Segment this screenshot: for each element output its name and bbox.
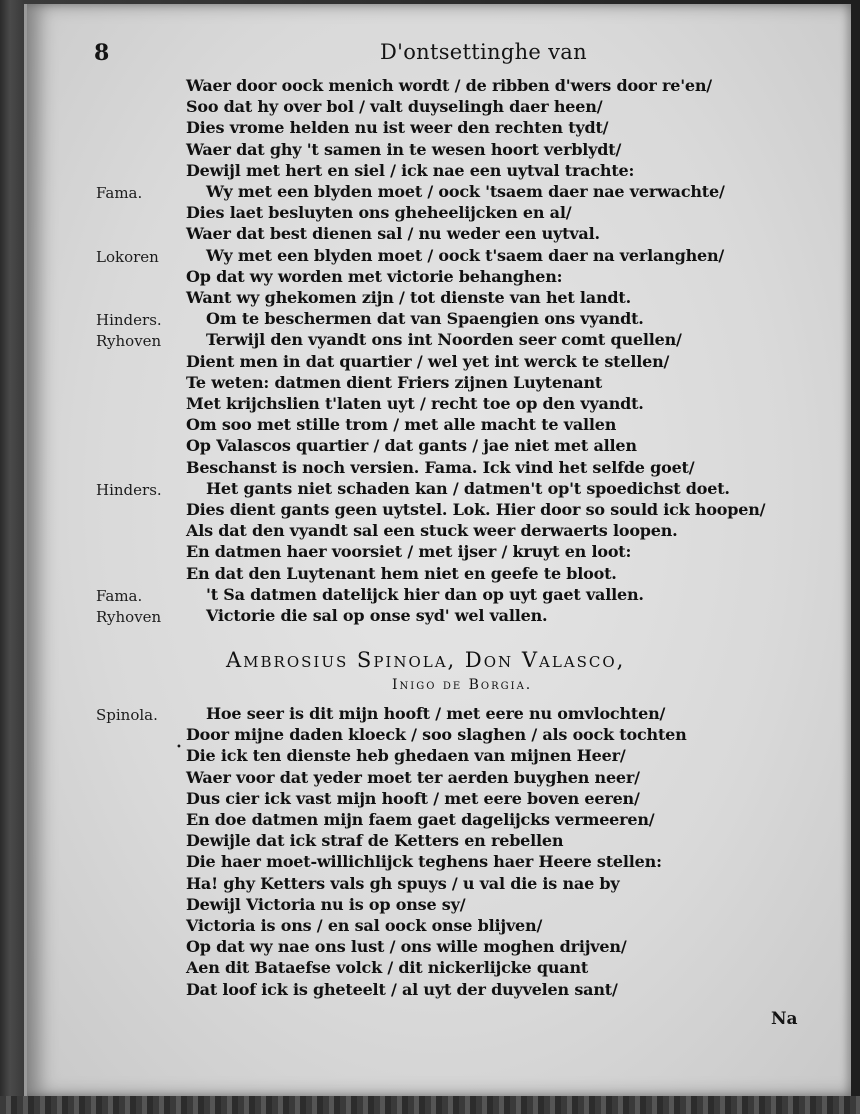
verse-line: Victorie die sal op onse syd' wel vallen. <box>206 606 548 625</box>
verse-line: Op dat wy nae ons lust / ons wille moghen drijven/ <box>186 937 627 957</box>
verse-line: Als dat den vyandt sal een stuck weer derwaerts loopen. <box>186 521 678 541</box>
verse-line: Dewijle dat ick straf de Ketters en rebellen <box>186 831 564 851</box>
verse-line: Want wy ghekomen zijn / tot dienste van het landt. <box>186 288 631 307</box>
verse-line: Dat loof ick is gheteelt / al uyt der duyvelen sant/ <box>186 979 618 999</box>
verse-line: Dus cier ick vast mijn hooft / met eere boven eeren/ <box>186 788 640 808</box>
speaker-label: Fama. <box>96 586 143 605</box>
verse-line: Door mijne daden kloeck / soo slaghen / als oock tochten <box>186 725 687 745</box>
verse-line: Met krijchslien t'laten uyt / recht toe op den vyandt. <box>186 394 644 413</box>
verse-line: Wy met een blyden moet / oock t'saem daer na verlanghen/ <box>206 245 725 265</box>
running-title: D'ontsettinghe van <box>380 40 587 64</box>
verse-line: Terwijl den vyandt ons int Noorden seer comt quellen/ <box>206 330 682 350</box>
verse-line: Die haer moet-willichlijck teghens haer Heere stellen: <box>186 852 662 872</box>
verse-line: Ha! ghy Ketters vals gh spuys / u val die is nae by <box>186 873 620 893</box>
verse-line: Waer dat best dienen sal / nu weder een uytval. <box>186 224 600 244</box>
verse-line: Om te beschermen dat van Spaengien ons vyandt. <box>206 309 644 329</box>
verse-line: Waer voor dat yeder moet ter aerden buyghen neer/ <box>186 767 640 787</box>
verse-line: Dewijl met hert en siel / ick nae een uytval trachte: <box>186 160 635 180</box>
verse-line: Waer dat ghy 't samen in te wesen hoort verblydt/ <box>186 139 622 159</box>
bullet-mark: • <box>176 742 182 753</box>
page-number: 8 <box>94 40 110 66</box>
speaker-label: Ryhoven <box>96 608 162 626</box>
verse-line: Wy met een blyden moet / oock 'tsaem daer nae verwachte/ <box>206 182 725 201</box>
verse-line: Waer door oock menich wordt / de ribben d'wers door re'en/ <box>186 76 712 95</box>
speaker-label: Fama. <box>96 184 143 202</box>
catchword: Na <box>771 1009 798 1029</box>
verse-line: Hoe seer is dit mijn hooft / met eere nu omvlochten/ <box>206 704 666 723</box>
verse-line: Dient men in dat quartier / wel yet int werck te stellen/ <box>186 351 670 371</box>
verse-line: Om soo met stille trom / met alle macht te vallen <box>186 415 617 435</box>
verse-line: Aen dit Bataefse volck / dit nickerlijcke quant <box>186 958 589 978</box>
verse-line: En dat den Luytenant hem niet en geefe te bloot. <box>186 563 617 583</box>
verse-line: En doe datmen mijn faem gaet dagelijcks vermeeren/ <box>186 810 655 829</box>
speaker-label: Lokoren <box>96 247 159 266</box>
verse-line: Dies laet besluyten ons gheheelijcken en al/ <box>186 203 572 223</box>
act-heading-sub: Inigo de Borgia. <box>392 677 533 693</box>
verse-line: Dewijl Victoria nu is op onse sy/ <box>186 894 466 914</box>
speaker-label: Ryhoven <box>96 332 162 351</box>
verse-line: Dies vrome helden nu ist weer den rechten tydt/ <box>186 118 609 138</box>
speaker-label: Spinola. <box>96 706 158 724</box>
verse-line: Te weten: datmen dient Friers zijnen Luytenant <box>186 372 603 392</box>
verse-line: Victoria is ons / en sal oock onse blijven/ <box>186 916 543 935</box>
verse-line: Die ick ten dienste heb ghedaen van mijnen Heer/ <box>186 746 626 766</box>
verse-line: 't Sa datmen datelijck hier dan op uyt gaet vallen. <box>206 584 644 604</box>
speaker-label: Hinders. <box>96 311 162 330</box>
verse-line: Het gants niet schaden kan / datmen't op't spoedichst doet. <box>206 478 730 498</box>
verse-line: Beschanst is noch versien. Fama. Ick vind het selfde goet/ <box>186 457 695 477</box>
verse-line: Dies dient gants geen uytstel. Lok. Hier door so sould ick hoopen/ <box>186 500 766 519</box>
act-heading: Ambrosius Spinola, Don Valasco, <box>226 648 626 672</box>
verse-line: Op dat wy worden met victorie behanghen: <box>186 266 563 286</box>
speaker-label: Hinders. <box>96 480 162 499</box>
verse-line: Op Valascos quartier / dat gants / jae niet met allen <box>186 436 637 456</box>
verse-line: En datmen haer voorsiet / met ijser / kruyt en loot: <box>186 542 632 562</box>
verse-line: Soo dat hy over bol / valt duyselingh daer heen/ <box>186 97 603 117</box>
bottom-edge-strip <box>0 1096 860 1114</box>
